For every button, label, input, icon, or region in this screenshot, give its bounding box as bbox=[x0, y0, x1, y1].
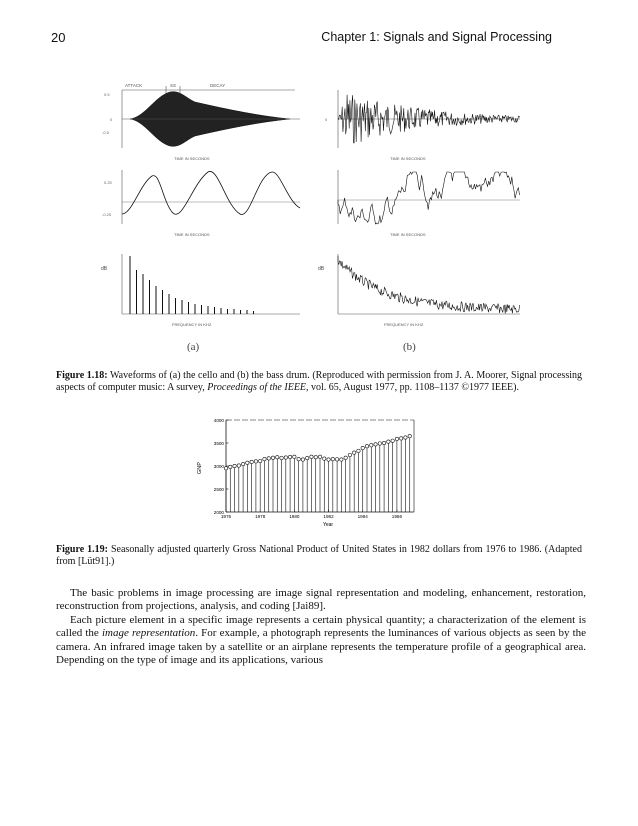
cello-frequency-axis-label: FREQUENCY IN KHZ bbox=[172, 322, 212, 327]
drum-spectrum-panel bbox=[318, 254, 520, 327]
gnp-point bbox=[276, 456, 279, 459]
gnp-point bbox=[378, 442, 381, 445]
subfigure-a-label: (a) bbox=[187, 341, 200, 353]
page-number: 20 bbox=[51, 30, 66, 45]
figure-1-18-waveforms bbox=[100, 74, 536, 364]
gnp-point bbox=[301, 458, 304, 461]
gnp-point bbox=[404, 436, 407, 439]
gnp-point bbox=[263, 457, 266, 460]
gnp-point bbox=[340, 458, 343, 461]
cello-time-axis-label: TIME IN SECONDS bbox=[174, 156, 210, 161]
subfigure-b-label: (b) bbox=[403, 341, 416, 353]
drum-frequency-axis-label: FREQUENCY IN KHZ bbox=[384, 322, 424, 327]
x-tick-label: 1976 bbox=[220, 514, 232, 519]
gnp-point bbox=[387, 440, 390, 443]
cello-db-label: dB bbox=[101, 266, 108, 272]
gnp-point bbox=[357, 449, 360, 452]
y-tick-label: 3000 bbox=[213, 464, 224, 469]
y-tick-label: 4000 bbox=[213, 418, 224, 423]
gnp-point bbox=[224, 467, 227, 470]
gnp-point bbox=[305, 456, 308, 459]
figure-1-18-caption-citation: , vol. 65, August 1977, pp. 1108–1137 ©1977 IEEE). bbox=[306, 382, 519, 394]
gnp-point bbox=[408, 434, 411, 437]
gnp-point bbox=[241, 462, 244, 465]
gnp-point bbox=[335, 458, 338, 461]
svg-text:0: 0 bbox=[325, 117, 328, 122]
x-tick-label: 1980 bbox=[289, 514, 300, 519]
gnp-point bbox=[237, 464, 240, 467]
figure-1-18-caption bbox=[56, 370, 582, 394]
paragraph-2 bbox=[56, 614, 586, 668]
decay-label: DECAY bbox=[210, 83, 226, 88]
figure-1-18-caption-label: Figure 1.18: bbox=[56, 370, 108, 381]
y-tick-label: 2000 bbox=[213, 510, 224, 515]
x-tick-label: 1982 bbox=[323, 514, 334, 519]
gnp-point bbox=[323, 457, 326, 460]
gnp-points bbox=[224, 434, 411, 470]
gnp-point bbox=[391, 439, 394, 442]
gnp-point bbox=[327, 458, 330, 461]
gnp-point bbox=[361, 446, 364, 449]
gnp-point bbox=[258, 459, 261, 462]
gnp-point bbox=[310, 455, 313, 458]
y-tick-label: 3500 bbox=[213, 441, 224, 446]
gnp-stems bbox=[226, 436, 410, 512]
gnp-point bbox=[280, 456, 283, 459]
sustain-label: SS bbox=[170, 83, 177, 88]
paragraph-1: The basic problems in image processing are image signal representation and modeling, enhancement, restoration, reconstruction from projections, analysis, and coding [Jai89]. bbox=[56, 587, 586, 613]
drum-zoom-panel bbox=[338, 170, 520, 237]
gnp-point bbox=[331, 457, 334, 460]
gnp-point bbox=[318, 455, 321, 458]
figure-1-19-caption-text: Seasonally adjusted quarterly Gross National Product of United States in 1982 dollars from 1976 to 1986. (Adapted from [Lüt91].) bbox=[56, 544, 582, 568]
svg-text:-0.25: -0.25 bbox=[102, 212, 112, 217]
paragraph-2-end: . For example, a photograph represents the luminances of various objects as seen by the camera. An infrared image taken by a satellite or an airplane represents the temperature profile of a geographical area. Depending on the type of image and its applications, various bbox=[56, 627, 587, 667]
x-axis-label: Year bbox=[322, 522, 334, 528]
gnp-point bbox=[314, 456, 317, 459]
gnp-point bbox=[395, 437, 398, 440]
svg-text:0.25: 0.25 bbox=[104, 180, 112, 185]
gnp-point bbox=[233, 464, 236, 467]
paragraph-2-start: Each picture element in a specific image represents a certain physical quantity; a characterization of the element is called the bbox=[56, 613, 586, 640]
figure-1-18-caption-journal: Proceedings of the IEEE bbox=[207, 382, 307, 394]
y-axis-label: GNP bbox=[197, 462, 203, 474]
running-head: Chapter 1: Signals and Signal Processing bbox=[321, 30, 552, 44]
x-tick-label: 1984 bbox=[357, 514, 368, 519]
body-text bbox=[56, 587, 586, 667]
svg-text:-0.5: -0.5 bbox=[102, 130, 109, 135]
gnp-point bbox=[399, 437, 402, 440]
gnp-point bbox=[288, 455, 291, 458]
figure-1-18-caption-text: Waveforms of (a) the cello and (b) the bass drum. (Reproduced with permission from J. A. Moorer, Signal processing aspects of computer music: A survey, bbox=[56, 370, 582, 394]
gnp-point bbox=[250, 460, 253, 463]
attack-label: ATTACK bbox=[125, 83, 143, 88]
figure-1-19-caption-label: Figure 1.19: bbox=[56, 544, 108, 555]
gnp-chart bbox=[192, 414, 424, 530]
cello-zoom-panel bbox=[102, 170, 300, 237]
gnp-point bbox=[284, 456, 287, 459]
gnp-point bbox=[352, 451, 355, 454]
gnp-point bbox=[297, 457, 300, 460]
gnp-point bbox=[254, 460, 257, 463]
x-tick-label: 1978 bbox=[255, 514, 266, 519]
gnp-point bbox=[370, 444, 373, 447]
gnp-point bbox=[267, 457, 270, 460]
y-tick-label: 2500 bbox=[213, 487, 224, 492]
drum-db-label: dB bbox=[318, 266, 325, 272]
drum-time-axis-label: TIME IN SECONDS bbox=[390, 156, 426, 161]
svg-text:0.5: 0.5 bbox=[104, 92, 110, 97]
figure-1-19-caption bbox=[56, 544, 582, 568]
paragraph-2-term: image representation bbox=[101, 627, 196, 640]
gnp-point bbox=[365, 445, 368, 448]
gnp-point bbox=[382, 441, 385, 444]
gnp-point bbox=[344, 456, 347, 459]
gnp-point bbox=[293, 455, 296, 458]
x-tick-label: 1986 bbox=[391, 514, 403, 519]
drum-waveform-panel bbox=[325, 90, 520, 161]
cello-zoom-time-axis-label: TIME IN SECONDS bbox=[174, 232, 210, 237]
gnp-point bbox=[229, 465, 232, 468]
drum-zoom-time-axis-label: TIME IN SECONDS bbox=[390, 232, 426, 237]
gnp-point bbox=[246, 461, 249, 464]
cello-envelope-panel bbox=[102, 83, 300, 161]
gnp-point bbox=[348, 453, 351, 456]
svg-text:0: 0 bbox=[110, 117, 113, 122]
gnp-point bbox=[374, 443, 377, 446]
cello-spectrum-panel bbox=[101, 254, 300, 327]
gnp-point bbox=[271, 456, 274, 459]
